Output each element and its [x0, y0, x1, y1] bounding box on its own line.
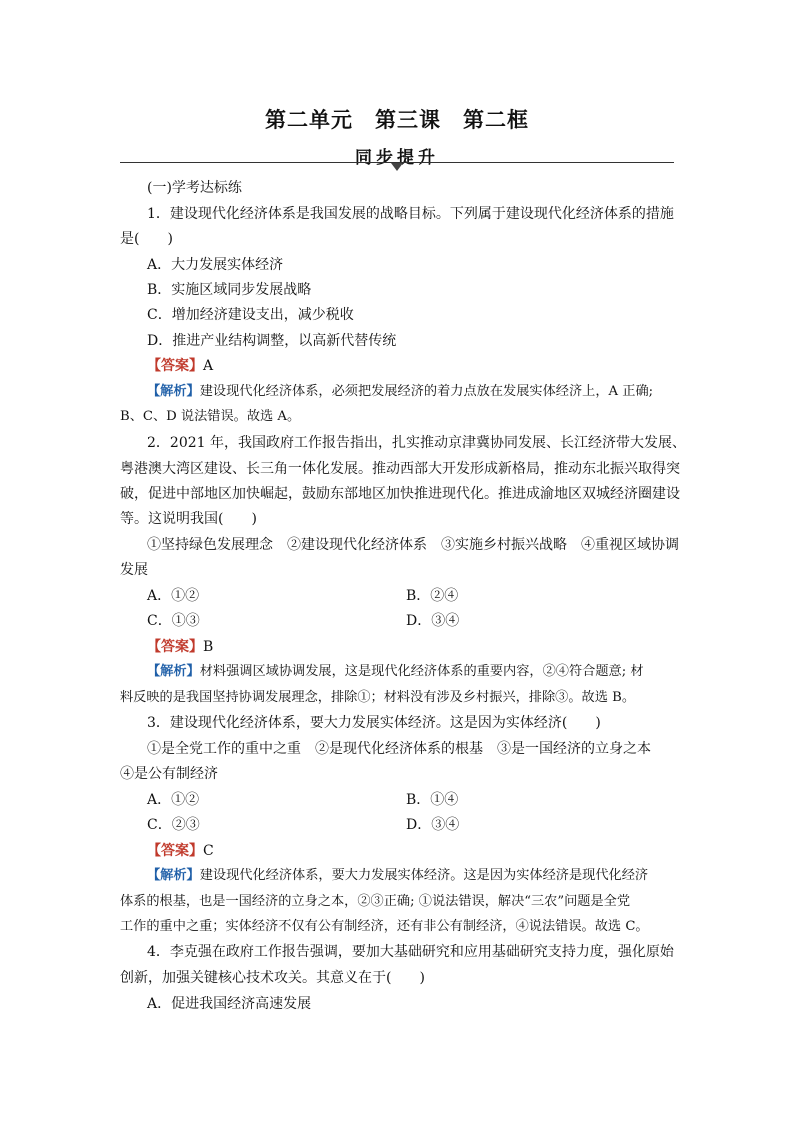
question-3-explanation	[147, 866, 648, 886]
question-2-option: A．①②	[147, 588, 200, 604]
question-2-stem-line: 破，促进中部地区加快崛起，鼓励东部地区加快推进现代化。推进成渝地区双城经济圈建设	[120, 486, 680, 502]
answer-value: A	[203, 358, 214, 374]
question-1-explanation-line: B、C、D 说法错误。故选 A。	[120, 409, 301, 424]
question-2-option: C．①③	[147, 613, 200, 629]
question-2-explanation-line: 料反映的是我国坚持协调发展理念，排除①；材料没有涉及乡村振兴，排除③。故选 B。	[120, 690, 636, 705]
question-1-option: D．推进产业结构调整，以高新代替传统	[147, 333, 397, 349]
question-3-statement-line: ①是全党工作的重中之重 ②是现代化经济体系的根基 ③是一国经济的立身之本	[147, 741, 651, 757]
question-1-stem-line: 是( )	[120, 231, 173, 247]
question-3-stem-line: 3．建设现代化经济体系，要大力发展实体经济。这是因为实体经济( )	[147, 715, 601, 731]
question-1-option: C．增加经济建设支出，减少税收	[147, 307, 354, 323]
explanation-line: 材料强调区域协调发展，这是现代化经济体系的重要内容，②④符合题意; 材	[199, 664, 644, 679]
question-3-explanation-line: 工作的重中之重；实体经济不仅有公有制经济，还有非公有制经济，④说法错误。故选 C。	[120, 919, 649, 934]
question-3-option: B．①④	[406, 792, 459, 808]
question-2-stem-line: 粤港澳大湾区建设、长三角一体化发展。推动西部大开发形成新格局，推动东北振兴取得突	[120, 461, 680, 477]
question-2-explanation	[147, 662, 644, 682]
question-4-stem-line: 创新，加强关键核心技术攻关。其意义在于( )	[120, 970, 425, 986]
question-3-explanation-line: 体系的根基，也是一国经济的立身之本，②③正确; ①说法错误，解决“三农”问题是全党	[120, 894, 631, 909]
down-triangle-icon	[391, 163, 403, 171]
question-4-stem-line: 4．李克强在政府工作报告强调，要加大基础研究和应用基础研究支持力度，强化原始	[147, 944, 674, 960]
question-1-option: B．实施区域同步发展战略	[147, 282, 312, 298]
answer-label: 【答案】	[147, 843, 203, 859]
question-2-stem-line: 等。这说明我国( )	[120, 511, 257, 527]
question-1-stem-line: 1．建设现代化经济体系是我国发展的战略目标。下列属于建设现代化经济体系的措施	[147, 206, 674, 222]
answer-label: 【答案】	[147, 358, 203, 374]
answer-value: B	[203, 639, 214, 655]
question-2-statement-line: ①坚持绿色发展理念 ②建设现代化经济体系 ③实施乡村振兴战略 ④重视区域协调	[147, 537, 679, 553]
question-1-option: A．大力发展实体经济	[147, 257, 284, 273]
question-3-option: A．①②	[147, 792, 200, 808]
explanation-line: 建设现代化经济体系，必须把发展经济的着力点放在发展实体经济上，A 正确;	[199, 384, 654, 399]
answer-value: C	[203, 843, 214, 859]
question-2-option: B．②④	[406, 588, 459, 604]
page-subtitle: 同步提升	[355, 148, 439, 168]
page-title: 第二单元 第三课 第二框	[265, 108, 529, 132]
question-3-answer	[147, 841, 214, 861]
question-1-answer	[147, 356, 213, 376]
question-2-answer	[147, 637, 213, 657]
question-1-explanation	[147, 382, 653, 402]
section-heading: (一)学考达标练	[147, 180, 242, 196]
question-2-stem-line: 2．2021 年，我国政府工作报告指出，扎实推动京津冀协同发展、长江经济带大发展、	[147, 435, 686, 451]
explanation-label: 【解析】	[147, 664, 200, 679]
explanation-line: 建设现代化经济体系，要大力发展实体经济。这是因为实体经济是现代化经济	[199, 868, 649, 883]
explanation-label: 【解析】	[147, 868, 200, 883]
question-4-option: A．促进我国经济高速发展	[147, 996, 312, 1012]
answer-label: 【答案】	[147, 639, 203, 655]
question-2-option: D．③④	[406, 613, 460, 629]
question-3-option: D．③④	[406, 817, 460, 833]
question-2-statement-line: 发展	[120, 562, 148, 578]
question-3-option: C．②③	[147, 817, 200, 833]
question-3-statement-line: ④是公有制经济	[120, 766, 218, 782]
explanation-label: 【解析】	[147, 384, 200, 399]
